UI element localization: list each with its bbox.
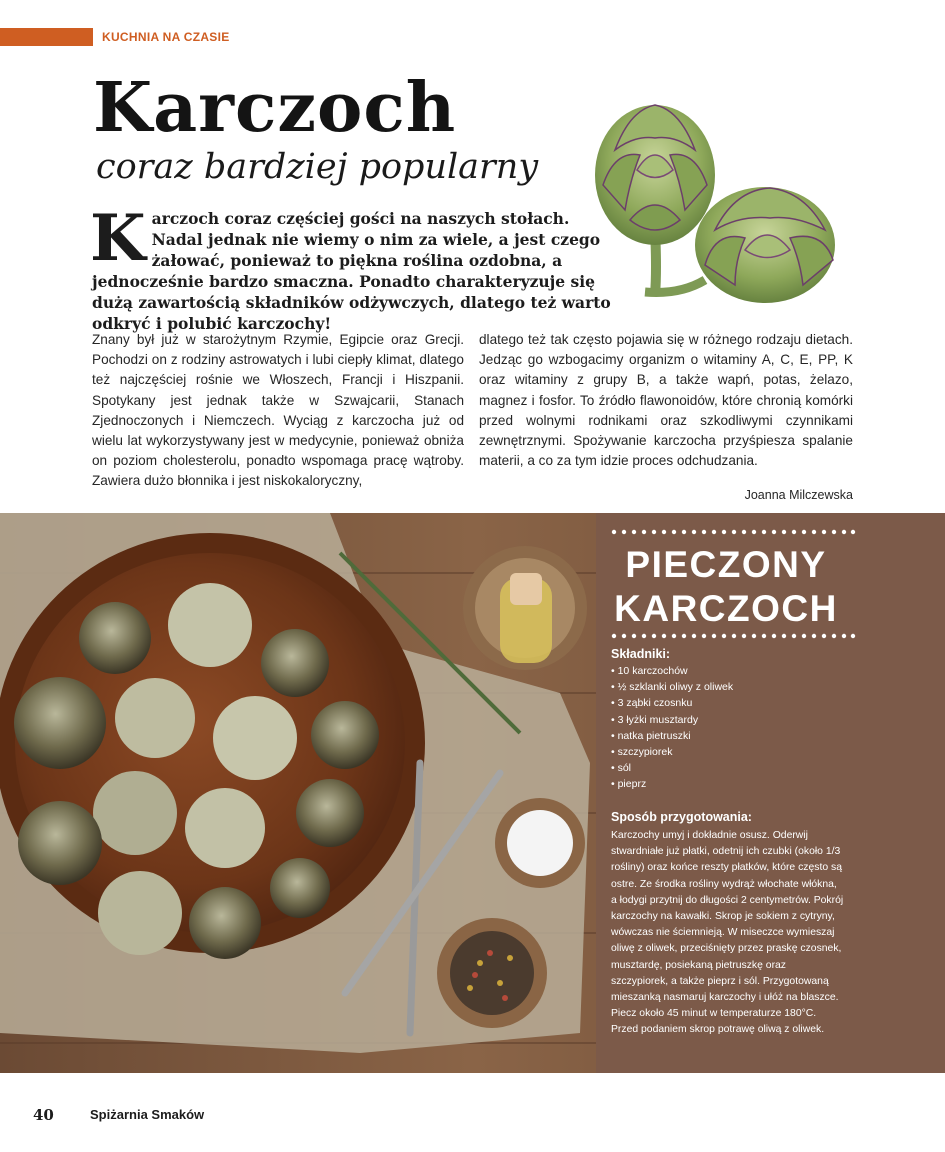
method-heading: Sposób przygotowania:: [611, 810, 752, 824]
lead-dropcap: K: [90, 201, 146, 276]
decorative-dots-top: [611, 529, 856, 535]
article-title: Karczoch: [93, 68, 457, 148]
article-column-2: dlatego też tak często pojawia się w różnego rodzaju dietach. Jedząc go wzbogacimy organizm o witaminy A, C, E, PP, K oraz witaminy z grupy B, a także wapń, potas, żelazo, magnez i fosfor. To źródło flawonoidów, które chronią komórki przed wolnymi rodnikami oraz szkodliwymi czynnikami zewnętrznymi. Spożywanie karczocha przyśpiesza spalanie materii, a co za tym idzie proces odchudzania.: [479, 332, 853, 469]
ingredient-item: • 10 karczochów: [611, 663, 733, 679]
artichoke-photo: [585, 80, 845, 315]
ingredient-item: • pieprz: [611, 776, 733, 792]
ingredients-list: [611, 663, 733, 793]
ingredient-item: • ½ szklanki oliwy z oliwek: [611, 679, 733, 695]
ingredient-item: • 3 ząbki czosnku: [611, 695, 733, 711]
method-text: Karczochy umyj i dokładnie osusz. Oderwij stwardniałe już płatki, odetnij ich czubki (około 1/3 rośliny) oraz końce reszty płatków, które często są ostre. Ze środka rośliny wydrąż włochate włókna, a łodygi przytnij do długości 2 centymetrów. Pokrój karczochy na kawałki. Skrop je sokiem z cytryny, wówczas nie ściemnieją. W miseczce wymieszaj oliwę z oliwek, przeciśnięty przez praskę czosnek, musztardę, posiekaną pietruszkę oraz szczypiorek, a także pieprz i sól. Przygotowaną mieszanką nasmaruj karczochy i ułóż na blaszce. Piecz około 45 minut w temperaturze 180°C. Przed podaniem skrop potrawę oliwą z oliwek.: [611, 830, 844, 1036]
magazine-name: Spiżarnia Smaków: [90, 1107, 205, 1122]
article-lead: [90, 201, 622, 334]
article-subtitle: coraz bardziej popularny: [96, 147, 539, 187]
decorative-dots-bottom: [611, 633, 856, 639]
recipe-title-line1: PIECZONY: [625, 544, 827, 585]
ingredient-item: • szczypiorek: [611, 744, 733, 760]
article-column-1: Znany był już w starożytnym Rzymie, Egipcie oraz Grecji. Pochodzi on z rodziny astrowatych i lubi ciepły klimat, dlatego też najczęściej rośnie we Włoszech, Francji i Hiszpanii. Spotykany jest jednak także w Szwajcarii, Stanach Zjednoczonych i Niemczech. Wyciąg z karczocha już od wielu lat wykorzystywany jest w medycynie, ponieważ obniża on poziom cholesterolu, ponadto wspomaga pracę wątroby. Zawiera dużo błonnika i jest niskokaloryczny,: [92, 332, 464, 489]
ingredient-item: • natka pietruszki: [611, 728, 733, 744]
lead-text: arczoch coraz częściej gości na naszych stołach. Nadal jednak nie wiemy o nim za wiele, a jest czego żałować, ponieważ to piękna roślina ozdobna, a jednocześnie bardzo smaczna. Ponadto charakteryzuje się dużą zawartością składników odżywczych, dlatego też warto odkryć i polubić karczochy!: [92, 209, 611, 333]
page-number: 40: [33, 1106, 54, 1124]
ingredients-heading: Składniki:: [611, 647, 671, 661]
recipe-title-line2: KARCZOCH: [614, 588, 838, 629]
ingredient-item: • sól: [611, 760, 733, 776]
section-accent-bar: [0, 28, 93, 46]
ingredient-item: • 3 łyżki musztardy: [611, 712, 733, 728]
section-label: KUCHNIA NA CZASIE: [102, 30, 230, 44]
article-author: Joanna Milczewska: [744, 488, 853, 502]
